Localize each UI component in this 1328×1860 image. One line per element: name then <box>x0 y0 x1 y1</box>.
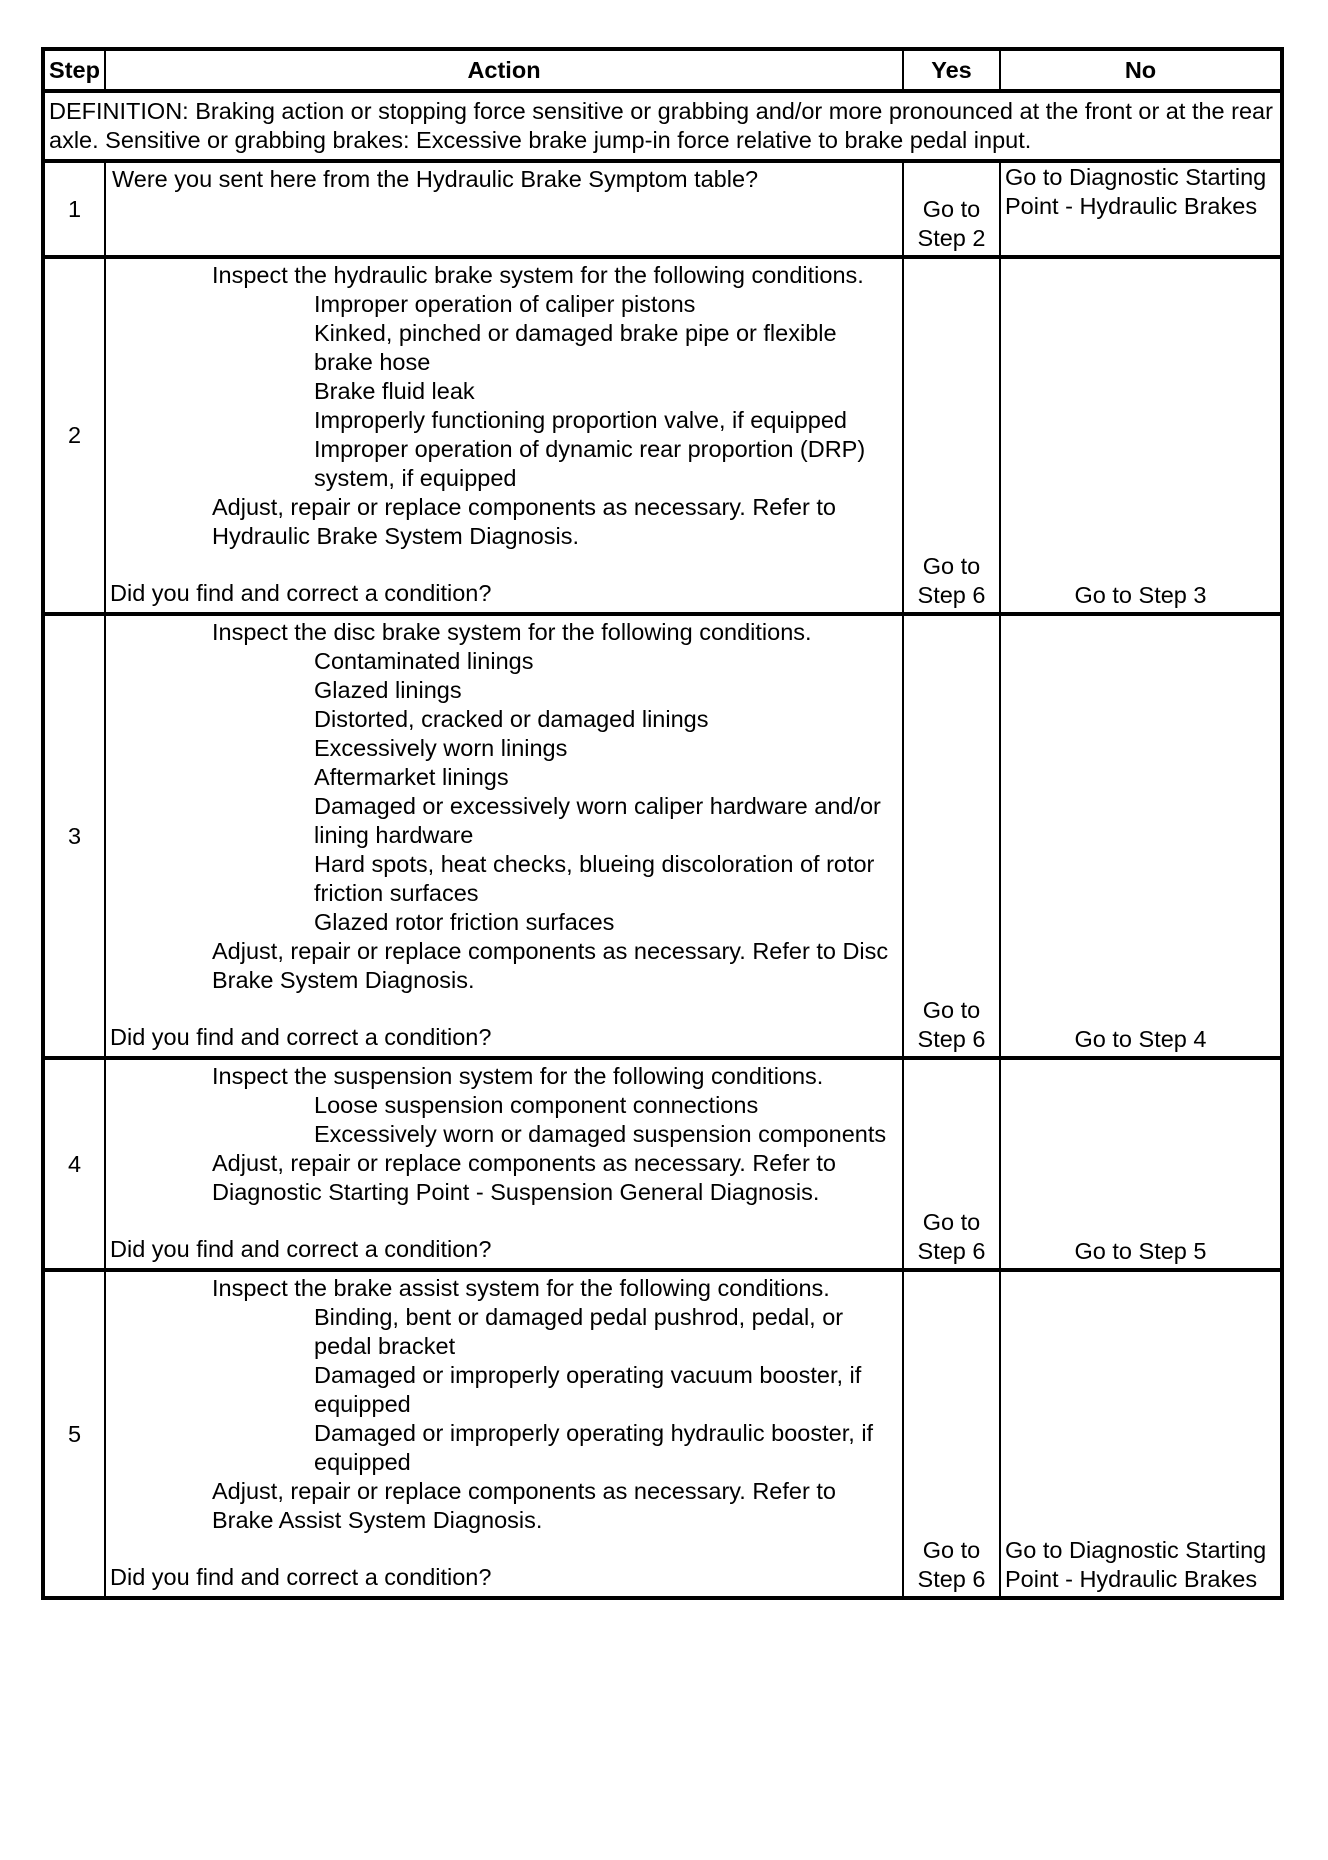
condition-item: Excessively worn linings <box>314 735 568 761</box>
header-action: Action <box>105 49 903 91</box>
table-row-step-2 <box>43 257 1282 614</box>
yes-result: Go to Step 6 <box>903 1058 1000 1270</box>
condition-item: Excessively worn or damaged suspension components <box>314 1121 887 1147</box>
step-question: Were you sent here from the Hydraulic Brake Symptom table? <box>112 166 759 192</box>
condition-item: Improper operation of caliper pistons <box>314 291 696 317</box>
yes-result: Go to Step 6 <box>903 1270 1000 1598</box>
condition-item: Improper operation of dynamic rear proportion (DRP) system, if equipped <box>314 436 866 491</box>
no-result: Go to Diagnostic Starting Point - Hydraulic Brakes <box>1000 1270 1282 1598</box>
action-intro: Inspect the brake assist system for the following conditions. <box>212 1275 830 1301</box>
table-header-row <box>43 49 1282 91</box>
diagnostic-document <box>41 47 1284 1600</box>
condition-item: Kinked, pinched or damaged brake pipe or flexible brake hose <box>314 320 837 375</box>
yes-result: Go to Step 2 <box>903 161 1000 257</box>
definition-row <box>43 91 1282 161</box>
yes-result: Go to Step 6 <box>903 257 1000 614</box>
no-result: Go to Step 5 <box>1000 1058 1282 1270</box>
action-intro: Inspect the hydraulic brake system for the following conditions. <box>212 262 864 288</box>
no-result: Go to Step 3 <box>1000 257 1282 614</box>
condition-item: Loose suspension component connections <box>314 1092 759 1118</box>
step-question: Did you find and correct a condition? <box>110 1236 492 1262</box>
table-row-step-4 <box>43 1058 1282 1270</box>
step-number: 4 <box>43 1058 105 1270</box>
action-intro: Inspect the suspension system for the following conditions. <box>212 1063 824 1089</box>
header-no: No <box>1000 49 1282 91</box>
step-number: 1 <box>43 161 105 257</box>
header-step: Step <box>43 49 105 91</box>
no-result: Go to Step 4 <box>1000 614 1282 1058</box>
condition-item: Glazed linings <box>314 677 462 703</box>
table-row-step-5 <box>43 1270 1282 1598</box>
yes-result: Go to Step 6 <box>903 614 1000 1058</box>
step-question: Did you find and correct a condition? <box>110 1564 492 1590</box>
action-outro: Adjust, repair or replace components as necessary. Refer to Brake Assist System Diagnosis. <box>212 1478 836 1533</box>
condition-item: Distorted, cracked or damaged linings <box>314 706 709 732</box>
condition-item: Damaged or improperly operating vacuum booster, if equipped <box>314 1362 862 1417</box>
condition-item: Binding, bent or damaged pedal pushrod, pedal, or pedal bracket <box>314 1304 844 1359</box>
action-outro: Adjust, repair or replace components as necessary. Refer to Disc Brake System Diagnosis. <box>212 938 889 993</box>
step-question: Did you find and correct a condition? <box>110 580 492 606</box>
table-row-step-1 <box>43 161 1282 257</box>
condition-item: Hard spots, heat checks, blueing discoloration of rotor friction surfaces <box>314 851 875 906</box>
table-row-step-3 <box>43 614 1282 1058</box>
step-question: Did you find and correct a condition? <box>110 1024 492 1050</box>
action-intro: Inspect the disc brake system for the following conditions. <box>212 619 812 645</box>
condition-item: Glazed rotor friction surfaces <box>314 909 615 935</box>
condition-item: Improperly functioning proportion valve, if equipped <box>314 407 847 433</box>
definition-text: DEFINITION: Braking action or stopping force sensitive or grabbing and/or more pronounced at the front or at the rear axle. Sensitive or grabbing brakes: Excessive brake jump-in force relative to brake pedal input. <box>43 91 1282 161</box>
no-result: Go to Diagnostic Starting Point - Hydraulic Brakes <box>1000 161 1282 257</box>
step-number: 2 <box>43 257 105 614</box>
step-number: 3 <box>43 614 105 1058</box>
diagnostic-table <box>41 47 1284 1600</box>
condition-item: Damaged or improperly operating hydraulic booster, if equipped <box>314 1420 874 1475</box>
condition-item: Brake fluid leak <box>314 378 475 404</box>
header-yes: Yes <box>903 49 1000 91</box>
action-outro: Adjust, repair or replace components as necessary. Refer to Hydraulic Brake System Diagnosis. <box>212 494 836 549</box>
step-number: 5 <box>43 1270 105 1598</box>
action-outro: Adjust, repair or replace components as necessary. Refer to Diagnostic Starting Point - Suspension General Diagnosis. <box>212 1150 836 1205</box>
condition-item: Contaminated linings <box>314 648 534 674</box>
condition-item: Aftermarket linings <box>314 764 509 790</box>
condition-item: Damaged or excessively worn caliper hardware and/or lining hardware <box>314 793 881 848</box>
